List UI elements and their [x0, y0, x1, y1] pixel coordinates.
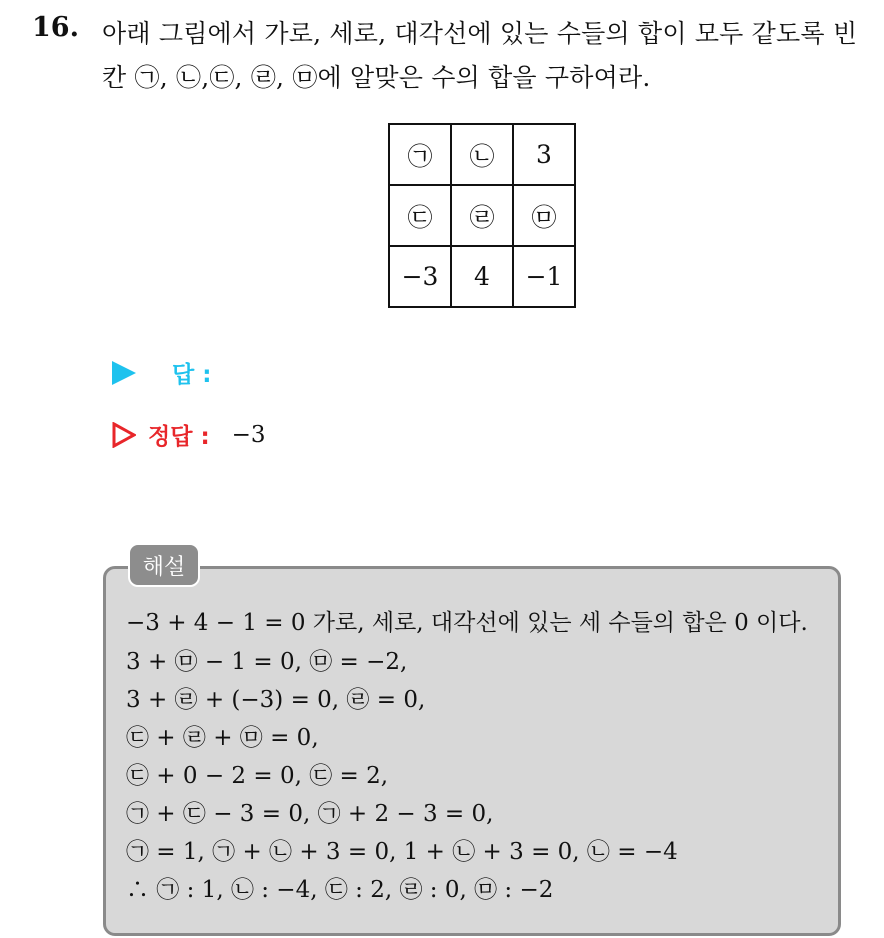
grid-cell: 3: [513, 124, 575, 185]
explanation-line: ∴ ㉠ : 1, ㉡ : −4, ㉢ : 2, ㉣ : 0, ㉤ : −2: [126, 877, 554, 903]
explanation-line: ㉢ + ㉣ + ㉤ = 0,: [126, 725, 319, 751]
question-text-line-2: 칸 ㉠, ㉡,㉢, ㉣, ㉤에 알맞은 수의 합을 구하여라.: [102, 63, 651, 92]
grid-cell: ㉣: [451, 185, 513, 246]
explanation-line: ㉢ + 0 − 2 = 0, ㉢ = 2,: [126, 763, 389, 789]
grid-row: [389, 185, 575, 246]
grid-cell: ㉢: [389, 185, 451, 246]
correct-answer-row: [112, 418, 266, 451]
explanation-line: 3 + ㉣ + (−3) = 0, ㉣ = 0,: [126, 687, 426, 713]
explanation-line: 3 + ㉤ − 1 = 0, ㉤ = −2,: [126, 649, 408, 675]
explanation-tab: 해설: [128, 543, 200, 587]
explanation-line: ㉠ = 1, ㉠ + ㉡ + 3 = 0, 1 + ㉡ + 3 = 0, ㉡ = −4: [126, 839, 678, 865]
correct-answer-label: 정답 :: [148, 424, 210, 450]
correct-answer-value: −3: [231, 421, 266, 448]
grid-cell: ㉤: [513, 185, 575, 246]
grid-cell: −3: [389, 246, 451, 307]
play-outline-icon: [112, 422, 136, 448]
grid-row: [389, 246, 575, 307]
play-icon: [112, 361, 136, 385]
explanation-line: −3 + 4 − 1 = 0 가로, 세로, 대각선에 있는 세 수들의 합은 0 이다.: [126, 610, 808, 636]
magic-square-grid: [388, 123, 576, 308]
explanation-line: ㉠ + ㉢ − 3 = 0, ㉠ + 2 − 3 = 0,: [126, 801, 494, 827]
grid-cell: 4: [451, 246, 513, 307]
answer-row: [112, 356, 211, 389]
question-number: 16.: [32, 12, 79, 43]
grid-cell: −1: [513, 246, 575, 307]
grid-cell: ㉡: [451, 124, 513, 185]
answer-label: 답 :: [172, 362, 212, 388]
question-text-line-1: 아래 그림에서 가로, 세로, 대각선에 있는 수들의 합이 모두 같도록 빈: [102, 19, 858, 48]
grid-cell: ㉠: [389, 124, 451, 185]
grid-row: [389, 124, 575, 185]
